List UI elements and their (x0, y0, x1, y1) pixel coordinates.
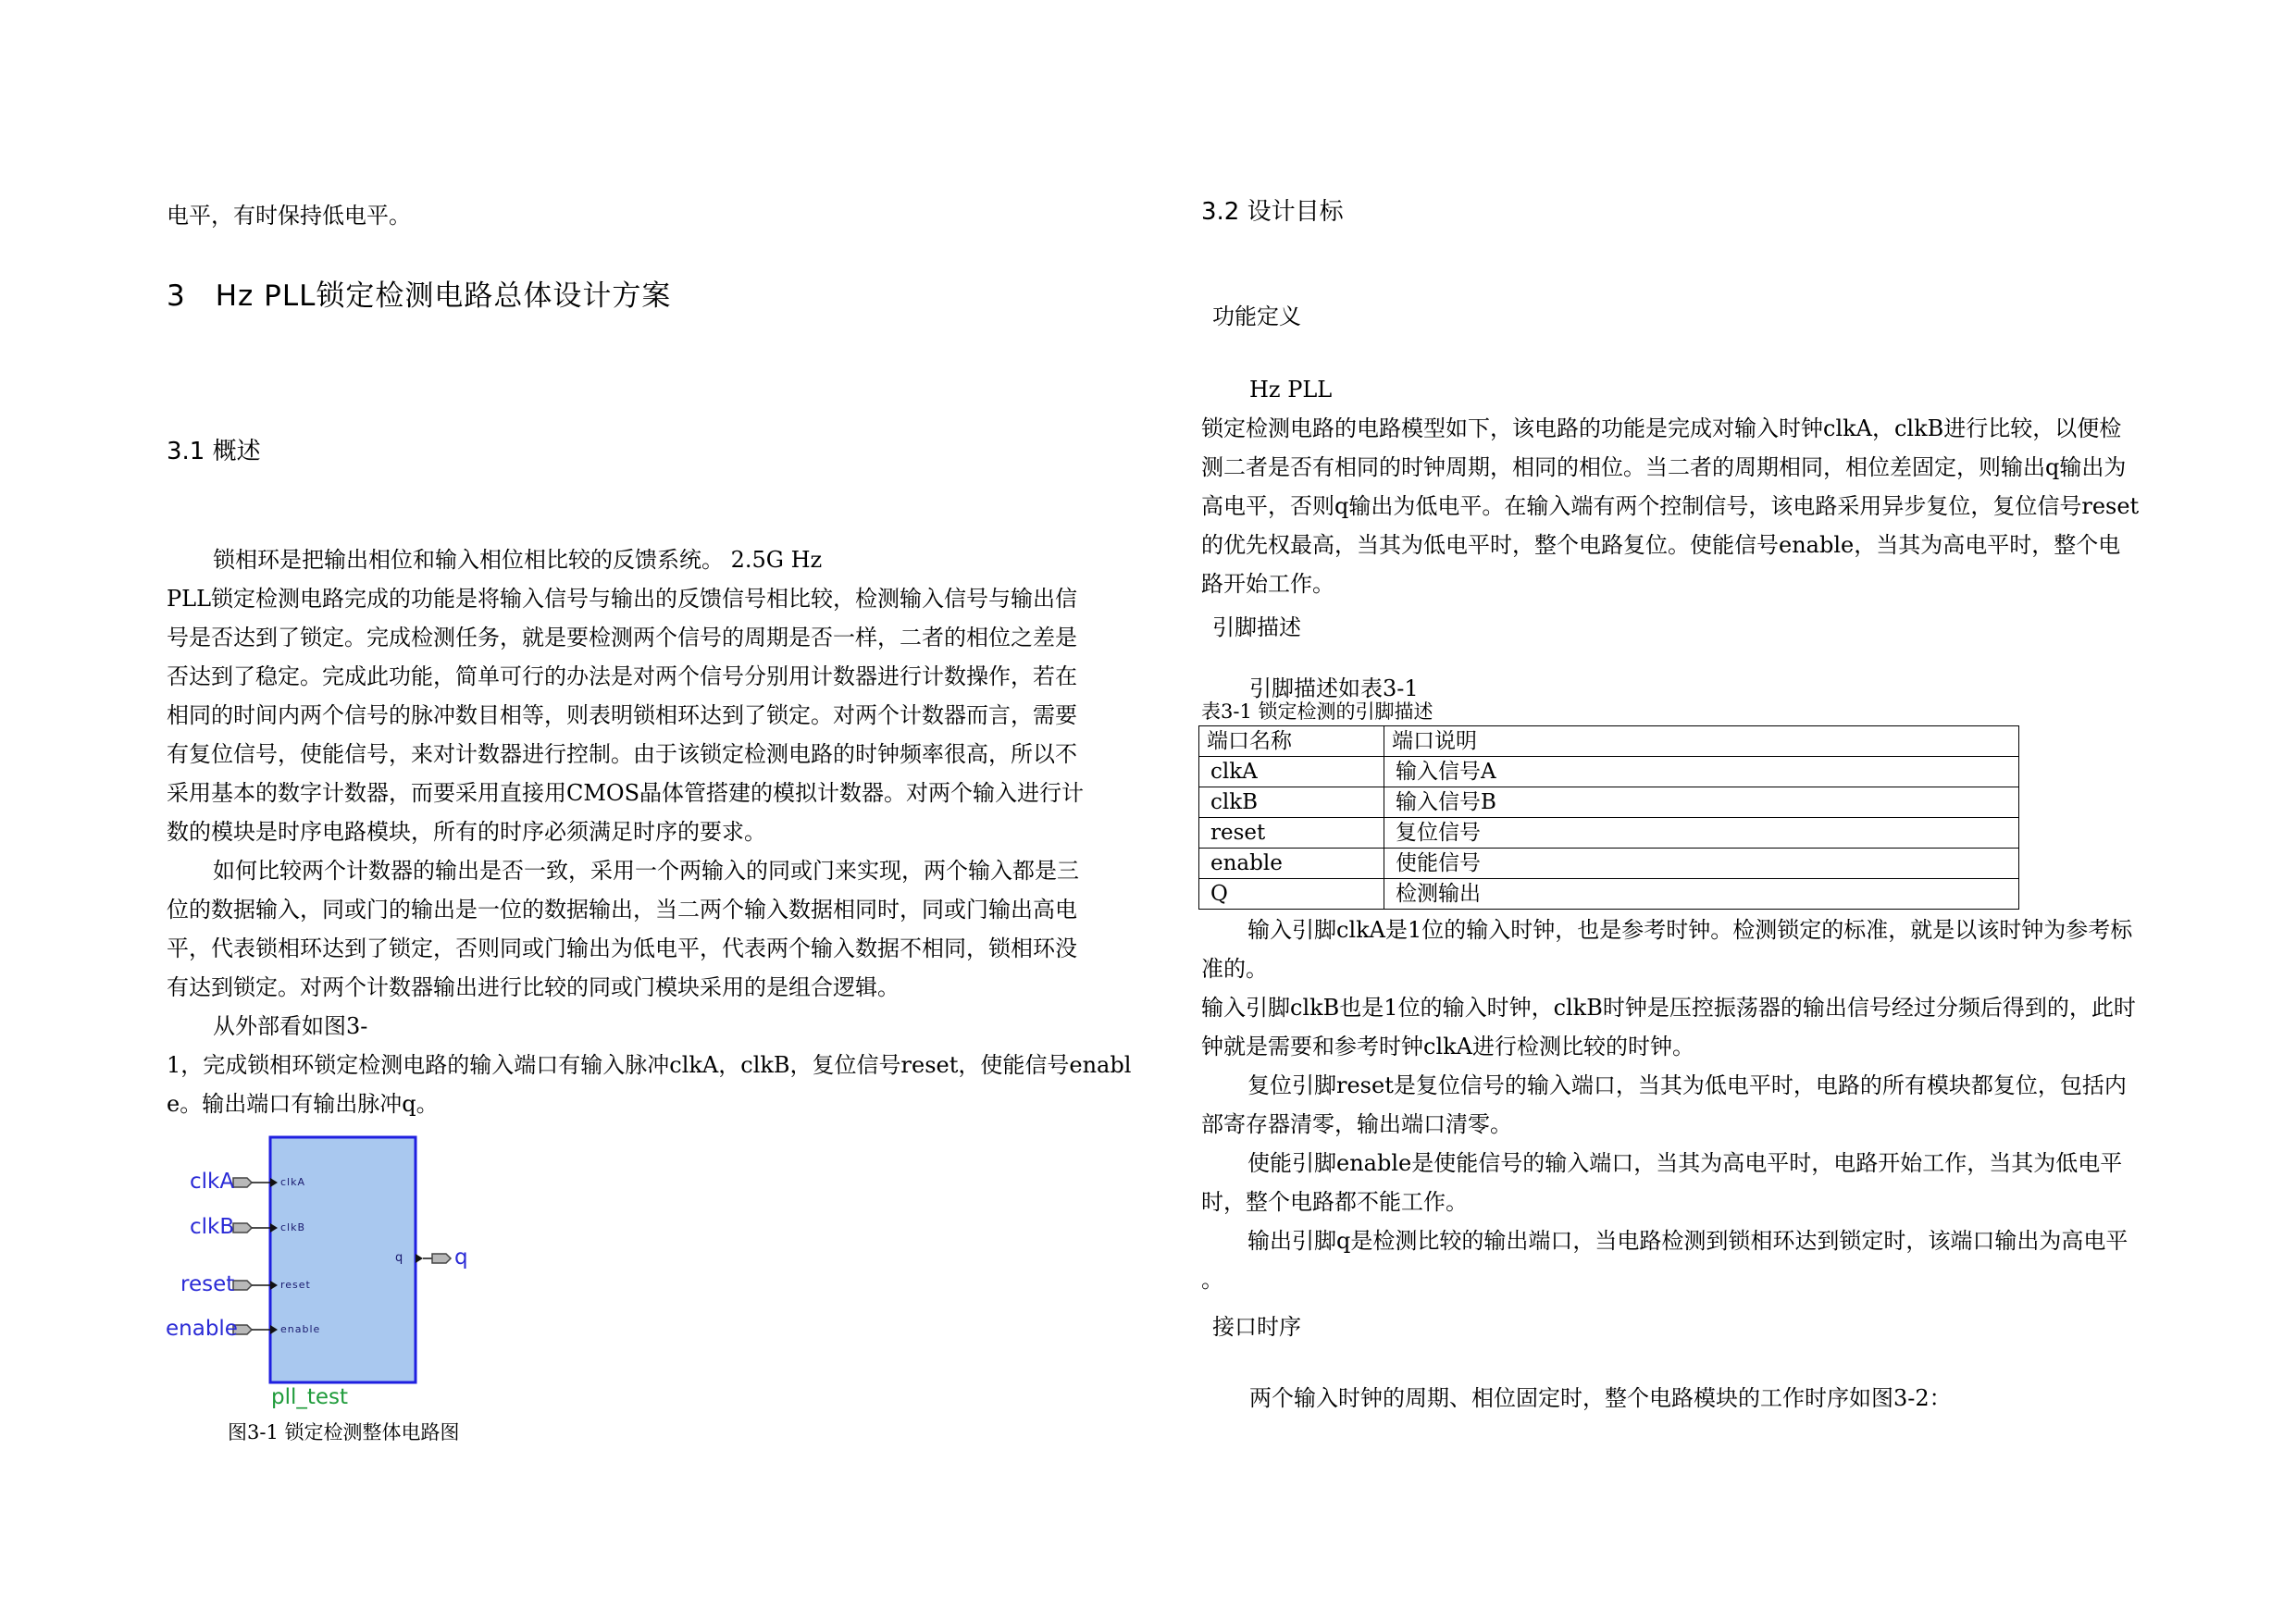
chapter-heading: 3 Hz PLL锁定检测电路总体设计方案 (167, 279, 672, 313)
table-row (1199, 787, 2019, 818)
table-cell-port: reset (1199, 818, 1384, 849)
text-line: 锁定检测电路的电路模型如下，该电路的功能是完成对输入时钟clkA，clkB进行比较，以便检 (1201, 415, 2122, 441)
table-cell-desc: 使能信号 (1384, 849, 2019, 879)
text-line: 输入引脚clkB也是1位的输入时钟，clkB时钟是压控振荡器的输出信号经过分频后得到的，此时 (1201, 995, 2136, 1021)
figure-caption: 图3-1 锁定检测整体电路图 (228, 1421, 460, 1443)
input-port-enable (233, 1325, 278, 1334)
text-line: 部寄存器清零，输出端口清零。 (1201, 1111, 1512, 1137)
continuation-line: 电平，有时保持低电平。 (167, 203, 411, 229)
text-line: 号是否达到了锁定。完成检测任务，就是要检测两个信号的周期是否一样，二者的相位之差是 (167, 625, 1077, 650)
inner-pin-q: q (395, 1251, 404, 1265)
text-line: 位的数据输入，同或门的输出是一位的数据输出，当二两个输入数据相同时，同或门输出高电 (167, 897, 1077, 923)
pin-label-q: q (454, 1245, 468, 1270)
input-port-clka (233, 1178, 278, 1187)
text-line: 准的。 (1201, 956, 1268, 982)
text-line: PLL锁定检测电路完成的功能是将输入信号与输出的反馈信号相比较，检测输入信号与输出信 (167, 586, 1078, 612)
text-line: 数的模块是时序电路模块，所有的时序必须满足时序的要求。 (167, 819, 766, 845)
subsection-interface-timing: 接口时序 (1212, 1314, 1301, 1340)
table-header-cell: 端口名称 (1199, 726, 1384, 757)
text-line: 有复位信号，使能信号，来对计数器进行控制。由于该锁定检测电路的时钟频率很高，所以不 (167, 741, 1077, 767)
table-cell-port: enable (1199, 849, 1384, 879)
input-port-reset (233, 1281, 278, 1290)
paragraph-pin-details (1201, 911, 2136, 1299)
text-line: 平，代表锁相环达到了锁定，否则同或门输出为低电平，代表两个输入数据不相同，锁相环没 (167, 935, 1077, 961)
paragraph-overview-1 (167, 540, 1131, 1123)
text-line: 如何比较两个计数器的输出是否一致，采用一个两输入的同或门来实现，两个输入都是三 (213, 858, 1079, 884)
pll-test-block (270, 1137, 416, 1382)
text-line: 采用基本的数字计数器，而要采用直接用CMOS晶体管搭建的模拟计数器。对两个输入进行计 (167, 780, 1085, 806)
subsection-function-definition: 功能定义 (1212, 304, 1301, 329)
table-cell-port: clkB (1199, 787, 1384, 818)
table-header-row (1199, 726, 2019, 757)
timing-line: 两个输入时钟的周期、相位固定时，整个电路模块的工作时序如图3-2： (1249, 1385, 1952, 1411)
text-line: 复位引脚reset是复位信号的输入端口，当其为低电平时，电路的所有模块都复位，包括内 (1247, 1072, 2127, 1098)
pin-label-enable: enable (166, 1317, 238, 1341)
text-line: 否达到了稳定。完成此功能，简单可行的办法是对两个信号分别用计数器进行计数操作，若在 (167, 663, 1077, 689)
text-line: 从外部看如图3- (213, 1013, 368, 1039)
text-line: 钟就是需要和参考时钟clkA进行检测比较的时钟。 (1201, 1034, 1694, 1059)
text-line: e。输出端口有输出脉冲q。 (167, 1091, 439, 1117)
pins-intro: 引脚描述如表3-1 (1249, 675, 1419, 701)
text-line: 的优先权最高，当其为低电平时，整个电路复位。使能信号enable，当其为高电平时，整个电 (1201, 532, 2121, 558)
text-line: 输入引脚clkA是1位的输入时钟，也是参考时钟。检测锁定的标准，就是以该时钟为参考标 (1247, 917, 2133, 943)
text-line: 路开始工作。 (1201, 571, 1334, 597)
text-line: Hz PLL (1249, 377, 1333, 403)
section-heading-design-goal: 3.2 设计目标 (1201, 198, 1344, 226)
text-line: 有达到锁定。对两个计数器输出进行比较的同或门模块采用的是组合逻辑。 (167, 974, 900, 1000)
text-line: 时，整个电路都不能工作。 (1201, 1189, 1468, 1215)
table-cell-desc: 输入信号B (1384, 787, 2019, 818)
text-line: 输出引脚q是检测比较的输出端口，当电路检测到锁相环达到锁定时，该端口输出为高电平 (1247, 1228, 2128, 1254)
paragraph-function (1201, 370, 2139, 603)
pin-table (1198, 725, 2019, 910)
text-line: 锁相环是把输出相位和输入相位相比较的反馈系统。 2.5G Hz (213, 547, 823, 573)
input-port-clkb (233, 1223, 278, 1233)
inner-pin-clka: clkA (280, 1176, 305, 1188)
table-row (1199, 818, 2019, 849)
table-caption: 表3-1 锁定检测的引脚描述 (1201, 700, 1433, 723)
text-line: 使能引脚enable是使能信号的输入端口，当其为高电平时，电路开始工作，当其为低电平 (1247, 1150, 2123, 1176)
table-row (1199, 757, 2019, 787)
text-line: 相同的时间内两个信号的脉冲数目相等，则表明锁相环达到了锁定。对两个计数器而言，需要 (167, 702, 1077, 728)
table-cell-port: Q (1199, 879, 1384, 910)
instance-name: pll_test (271, 1385, 349, 1409)
table-cell-port: clkA (1199, 757, 1384, 787)
table-row (1199, 849, 2019, 879)
text-line: 高电平，否则q输出为低电平。在输入端有两个控制信号，该电路采用异步复位，复位信号reset (1201, 493, 2140, 519)
section-heading-overview: 3.1 概述 (167, 438, 261, 465)
pin-label-reset: reset (180, 1272, 235, 1296)
output-port-q (416, 1254, 451, 1263)
inner-pin-enable: enable (280, 1323, 321, 1335)
inner-pin-clkb: clkB (280, 1221, 306, 1233)
pin-label-clka: clkA (190, 1170, 235, 1194)
pin-label-clkb: clkB (190, 1215, 235, 1239)
table-header-cell: 端口说明 (1384, 726, 2019, 757)
text-line: 1，完成锁相环锁定检测电路的输入端口有输入脉冲clkA，clkB，复位信号reset，使能信号enabl (167, 1052, 1132, 1078)
circuit-figure (157, 1134, 527, 1430)
subsection-pin-description: 引脚描述 (1212, 614, 1301, 640)
table-cell-desc: 输入信号A (1384, 757, 2019, 787)
table-cell-desc: 检测输出 (1384, 879, 2019, 910)
table-row (1199, 879, 2019, 910)
inner-pin-reset: reset (280, 1279, 311, 1291)
text-line: 测二者是否有相同的时钟周期，相同的相位。当二者的周期相同，相位差固定，则输出q输出为 (1201, 454, 2127, 480)
text-line: 。 (1201, 1267, 1223, 1293)
table-cell-desc: 复位信号 (1384, 818, 2019, 849)
